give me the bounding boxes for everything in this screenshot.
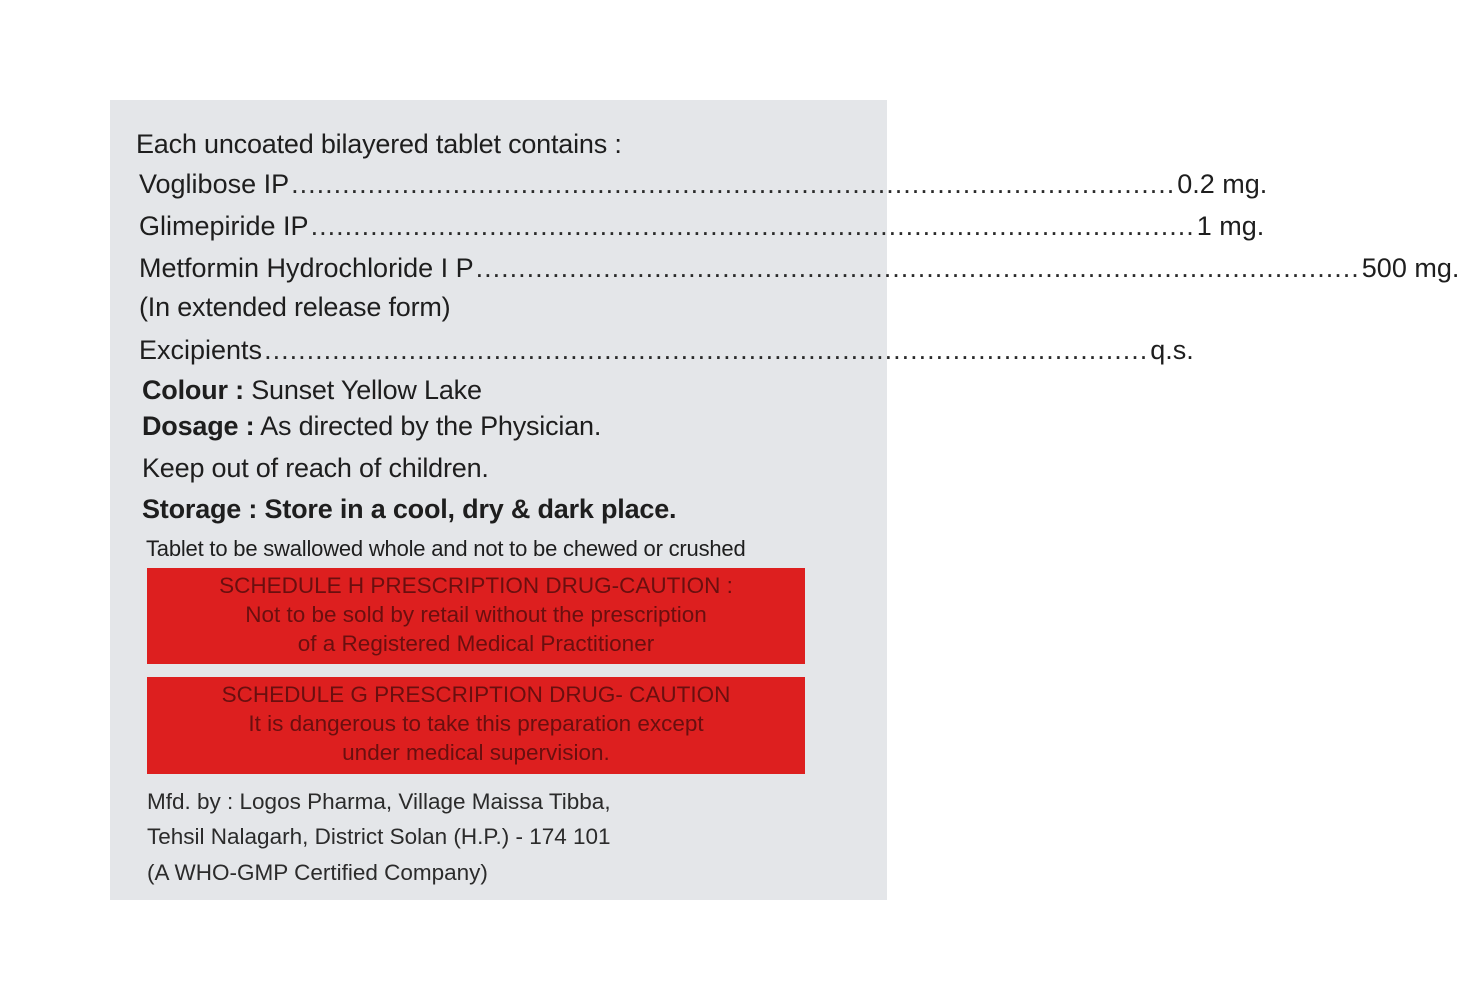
caution-title: SCHEDULE H PRESCRIPTION DRUG-CAUTION : — [219, 573, 733, 598]
ingredient-amount: 0.2 mg. — [1177, 169, 1268, 199]
excipients-row — [139, 335, 1194, 366]
dosage-line — [142, 411, 601, 442]
certification-note: (A WHO-GMP Certified Company) — [147, 860, 488, 885]
colour-line — [142, 375, 482, 406]
schedule-g-caution-box — [147, 677, 805, 774]
caution-line: of a Registered Medical Practitioner — [297, 631, 655, 656]
ingredient-amount: 500 mg. — [1361, 253, 1459, 283]
release-note: (In extended release form) — [139, 292, 451, 322]
ingredient-row — [139, 253, 1459, 284]
dot-leader: ........................................................................................................ — [475, 253, 1360, 283]
composition-heading: Each uncoated bilayered tablet contains : — [136, 129, 622, 159]
ingredient-name: Voglibose IP — [139, 169, 290, 199]
excipients-amount: q.s. — [1150, 335, 1194, 365]
manufacturer-address: Tehsil Nalagarh, District Solan (H.P.) - 174 101 — [147, 824, 611, 849]
colour-value: Sunset Yellow Lake — [243, 375, 482, 405]
ingredient-row — [139, 169, 1268, 200]
caution-title: SCHEDULE G PRESCRIPTION DRUG- CAUTION — [221, 682, 731, 707]
dosage-label: Dosage : — [142, 411, 255, 441]
dot-leader: ........................................................................................................ — [264, 335, 1149, 365]
dot-leader: ........................................................................................................ — [310, 211, 1195, 241]
swallow-note: Tablet to be swallowed whole and not to be chewed or crushed — [146, 536, 746, 561]
colour-label: Colour : — [142, 375, 244, 405]
ingredient-name: Metformin Hydrochloride I P — [139, 253, 474, 283]
ingredient-name: Glimepiride IP — [139, 211, 309, 241]
ingredient-row — [139, 211, 1265, 242]
ingredient-amount: 1 mg. — [1196, 211, 1265, 241]
keep-out-warning: Keep out of reach of children. — [142, 453, 489, 483]
caution-line: under medical supervision. — [342, 740, 610, 765]
caution-line: It is dangerous to take this preparation except — [248, 711, 704, 736]
caution-line: Not to be sold by retail without the prescription — [245, 602, 707, 627]
manufacturer-line: Mfd. by : Logos Pharma, Village Maissa Tibba, — [147, 789, 611, 814]
dot-leader: ........................................................................................................ — [291, 169, 1176, 199]
excipients-name: Excipients — [139, 335, 263, 365]
storage-line: Storage : Store in a cool, dry & dark place. — [142, 494, 677, 524]
schedule-h-caution-box — [147, 568, 805, 664]
dosage-value: As directed by the Physician. — [254, 411, 602, 441]
